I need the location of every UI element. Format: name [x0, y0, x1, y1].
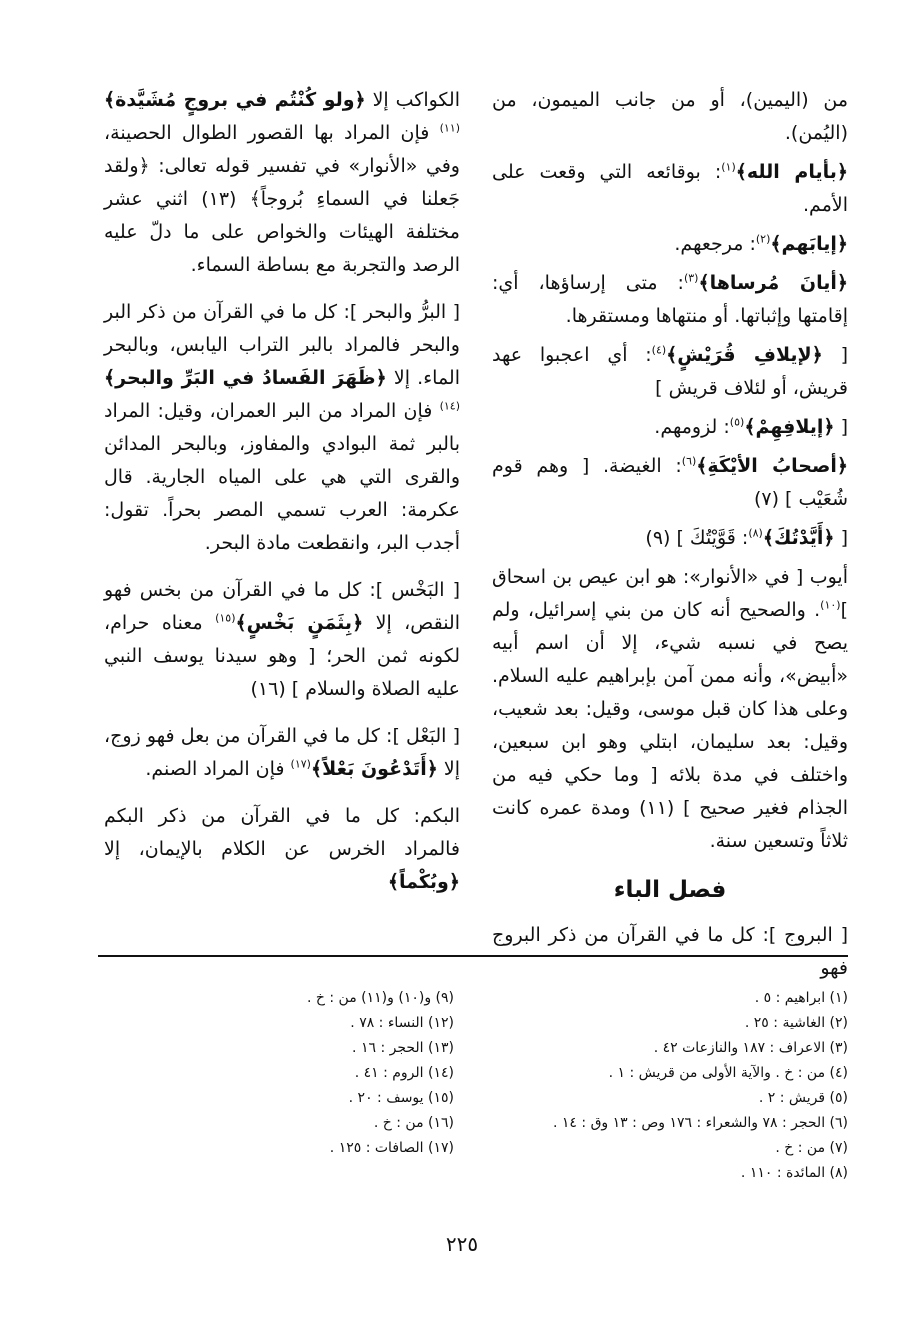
gloss-entry [492, 228, 848, 261]
footnote: (٨) المائدة : ١١٠ . [740, 1165, 848, 1181]
text-run: أيوب [ في «الأنوار»: هو ابن عيص بن اسحاق ] [492, 566, 848, 621]
gloss-text: : بوقائعه التي وقعت على الأمم. [492, 161, 848, 216]
page-number: ٢٢٥ [445, 1232, 479, 1256]
gloss-text: : قَوَّيْتُكَ ] (٩) [645, 527, 749, 549]
footnote-ref: (٣) [683, 271, 699, 285]
quran-quote: ﴿أيانَ مُرساها﴾ [698, 272, 848, 294]
gloss-text: : الغيضة. [ وهم قوم شُعَيْب ] (٧) [492, 455, 848, 510]
text-run: معناه حرام، لكونه ثمن الحر؛ [ وهو سيدنا يوسف النبي عليه الصلاة والسلام ] (١٦) [104, 612, 460, 700]
quran-quote: ﴿إيلافِهِمْ﴾ [744, 416, 835, 438]
text-run: من (اليمين)، أو من جانب الميمون، من (اليُمن). [492, 89, 848, 144]
footnote: (١٤) الروم : ٤١ . [354, 1065, 454, 1081]
paragraph [104, 800, 460, 899]
text-run: الكواكب إلا [365, 89, 460, 111]
footnote: (٤) من : خ . والآية الأولى من قريش : ١ . [608, 1065, 848, 1081]
footnote-ref: (٥) [729, 415, 745, 429]
footnote-ref: (١٠) [820, 598, 841, 612]
text-run: فإن المراد الصنم. [145, 758, 291, 780]
footnote: (٥) قريش : ٢ . [758, 1090, 848, 1106]
footnote: (٧) من : خ . [775, 1140, 848, 1156]
section-heading: فصل الباء [613, 877, 727, 903]
paragraph [492, 84, 848, 150]
text-run: فإن المراد بها القصور الطوال الحصينة، وفي «الأنوار» في تفسير قوله تعالى: ﴿ولقد جَعلنا في السماءِ بُروجاً﴾ (١٣) اثني عشر مختلفة الهيئات والخواص على ما دلّ عليه الرصد والتجربة مع بساطة السماء. [104, 122, 460, 276]
footnote: (٢) الغاشية : ٢٥ . [744, 1015, 848, 1031]
footnote: (١٧) الصافات : ١٢٥ . [329, 1140, 454, 1156]
text-run: [ البروج ]: كل ما في القرآن من ذكر البروج فهو [492, 924, 848, 979]
text-run: [ البَعْل ]: كل ما في القرآن من بعل فهو زوج، إلا [104, 725, 460, 780]
footnote: (١٦) من : خ . [373, 1115, 454, 1131]
footnote-ref: (١٤) [439, 399, 460, 413]
quran-quote: ﴿أَيَّدْتُكَ﴾ [762, 527, 835, 549]
footnotes-left [240, 986, 454, 1161]
footnote: (٣) الاعراف : ١٨٧ والنازعات ٤٢ . [653, 1040, 848, 1056]
gloss-entry [492, 156, 848, 222]
quran-quote: ﴿أَتَدْعُونَ بَعْلاً﴾ [310, 758, 438, 780]
gloss-entry [492, 411, 848, 444]
footnote: (١٢) النساء : ٧٨ . [350, 1015, 454, 1031]
quran-quote: ﴿بِثَمَنٍ بَخْسٍ﴾ [235, 612, 364, 634]
footnote: (٦) الحجر : ٧٨ والشعراء : ١٧٦ وص : ١٣ وق : ١٤ . [553, 1115, 848, 1131]
paragraph [492, 919, 848, 985]
paragraph [104, 296, 460, 560]
quran-quote: ﴿أصحابُ الأيْكَةِ﴾ [696, 455, 848, 477]
quran-quote: ﴿ظَهَرَ الفَسادُ في البَرِّ والبحر﴾ [104, 367, 387, 389]
gloss-entry [492, 522, 848, 555]
footnote: (٩) و(١٠) و(١١) من : خ . [307, 990, 454, 1006]
quran-quote: ﴿ولو كُنْتُم في بروجٍ مُشَيَّدة﴾ [104, 89, 366, 111]
text-run: فإن المراد من البر العمران، وقيل: المراد بالبر ثمة البوادي والمفاوز، وبالبحر المدائن والقرى التي هي على المياه الجارية. قال عكرمة: العرب تسمي المصر بحراً. تقول: أجدب البر، وانقطعت مادة البحر. [104, 400, 460, 554]
left-text-column [104, 84, 460, 905]
footnote: (١٣) الحجر : ١٦ . [352, 1040, 454, 1056]
bracket: [ [822, 344, 848, 366]
footnote-ref: (٦) [681, 454, 697, 468]
quran-quote: ﴿لإيلافِ قُرَيْشٍ﴾ [666, 344, 823, 366]
footnote-ref: (١٥) [215, 611, 236, 625]
gloss-entry [492, 267, 848, 333]
paragraph [104, 720, 460, 786]
footnote-ref: (٢) [755, 232, 771, 246]
footnotes-right [470, 986, 848, 1186]
footnote-ref: (٨) [748, 526, 763, 540]
bracket: [ [834, 416, 848, 438]
footnote-divider [98, 955, 848, 957]
footnote-ref: (١٧) [290, 757, 311, 771]
ayyub-entry [492, 561, 848, 858]
gloss-text: : مرجعهم. [674, 233, 756, 255]
footnote-ref: (٤) [651, 343, 667, 357]
gloss-text: : متى إرساؤها، أي: إقامتها وإثباتها. أو منتهاها ومستقرها. [492, 272, 848, 327]
gloss-entry [492, 339, 848, 405]
gloss-text: : لزومهم. [654, 416, 730, 438]
text-run: . والصحيح أنه كان من بني إسرائيل، ولم يصح في نسبه شيء، إلا أن اسم أبيه «أبيض»، وأنه ممن آمن بإبراهيم عليه السلام. وعلى هذا كان قبل موسى، وقيل: بعد شعيب، وقيل: بعد سليمان، ابتلي وهو ابن سبعين، واختلف في مدة بلائه [ وما حكي فيه من الجذام فغير صحيح ] (١١) ومدة عمره كانت ثلاثاً وتسعين سنة. [492, 599, 848, 852]
quran-quote: ﴿بأيام الله﴾ [735, 161, 848, 183]
footnote-ref: (١١) [439, 121, 460, 135]
footnote-ref: (١) [721, 160, 736, 174]
text-run: [ البرُّ والبحر ]: كل ما في القرآن من ذكر البر والبحر فالمراد بالبر التراب اليابس، وبالبحر الماء. إلا [104, 301, 460, 389]
paragraph [104, 84, 460, 282]
gloss-entry [492, 450, 848, 516]
right-text-column [492, 84, 848, 991]
quran-quote: ﴿وبُكْماً﴾ [387, 871, 460, 893]
text-run: [ البَخْس ]: كل ما في القرآن من بخس فهو النقص، إلا [104, 579, 460, 634]
bracket: [ [834, 527, 848, 549]
footnote: (١) ابراهيم : ٥ . [754, 990, 848, 1006]
footnote: (١٥) يوسف : ٢٠ . [348, 1090, 454, 1106]
quran-quote: ﴿إيابَهم﴾ [770, 233, 848, 255]
text-run: البكم: كل ما في القرآن من ذكر البكم فالمراد الخرس عن الكلام بالإيمان، إلا [104, 805, 460, 860]
paragraph [104, 574, 460, 706]
gloss-text: : أي اعجبوا عهد قريش، أو لئلاف قريش ] [492, 344, 848, 399]
